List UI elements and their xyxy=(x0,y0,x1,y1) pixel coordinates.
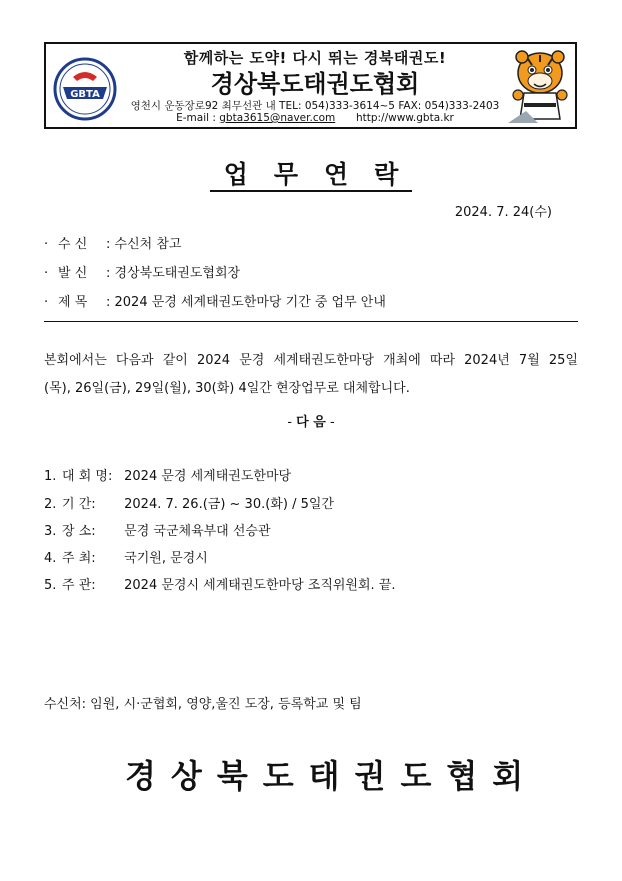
email-label: E-mail : xyxy=(176,112,216,124)
title-underline xyxy=(210,190,412,192)
header-label: 발 신 xyxy=(58,266,88,281)
letterhead-contact xyxy=(110,112,520,124)
letterhead-slogan: 함께하는 도약! 다시 뛰는 경북태권도! xyxy=(183,49,447,67)
letterhead-address: 영천시 운동장로92 최무선관 내 TEL: 054)333-3614~5 FAX: 054)333-2403 xyxy=(130,100,500,112)
letterhead-org-name: 경상북도태권도협회 xyxy=(210,70,420,98)
list-item: 2. 기 간: 2024. 7. 26.(금) ~ 30.(화) / 5일간 xyxy=(44,497,334,512)
header-value: 2024 문경 세계태권도한마당 기간 중 업무 안내 xyxy=(114,295,386,310)
subheading: - 다 음 - xyxy=(287,415,335,430)
header-label: 수 신 xyxy=(58,237,88,252)
header-value: 수신처 참고 xyxy=(114,237,182,252)
list-item: 1. 대 회 명: 2024 문경 세계태권도한마당 xyxy=(44,469,292,484)
list-item: 3. 장 소: 문경 국군체육부대 선승관 xyxy=(44,524,271,539)
header-recipient-row: · 수 신 : 수신처 참고 xyxy=(44,233,181,252)
signature-org-name: 경상북도태권도협회 xyxy=(125,757,539,795)
website-link[interactable]: http://www.gbta.kr xyxy=(355,112,454,124)
document-title: 업무연락 xyxy=(223,160,425,189)
association-logo xyxy=(53,57,117,121)
email-link[interactable]: gbta3615@naver.com xyxy=(219,112,336,124)
body-paragraph-line1: 본회에서는 다음과 같이 2024 문경 세계태권도한마당 개최에 따라 2024년 7월 25일 xyxy=(44,353,578,368)
body-paragraph-line2: (목), 26일(금), 29일(월), 30(화) 4일간 현장업무로 대체합니다. xyxy=(44,381,410,396)
header-label: 제 목 xyxy=(58,295,88,310)
header-value: 경상북도태권도협회장 xyxy=(114,266,241,281)
list-item: 5. 주 관: 2024 문경시 세계태권도한마당 조직위원회. 끝. xyxy=(44,578,396,593)
header-subject-row: · 제 목 : 2024 문경 세계태권도한마당 기간 중 업무 안내 xyxy=(44,291,386,310)
recipients-list: 수신처: 임원, 시·군협회, 영양,울진 도장, 등록학교 및 팀 xyxy=(44,697,362,712)
document-date: 2024. 7. 24(수) xyxy=(454,205,552,220)
subheading-text: 다 음 xyxy=(296,415,326,430)
list-item: 4. 주 최: 국기원, 문경시 xyxy=(44,551,208,566)
header-divider xyxy=(44,321,578,322)
header-sender-row: · 발 신 : 경상북도태권도협회장 xyxy=(44,262,240,281)
logo-lettering: GBTA xyxy=(70,89,100,100)
